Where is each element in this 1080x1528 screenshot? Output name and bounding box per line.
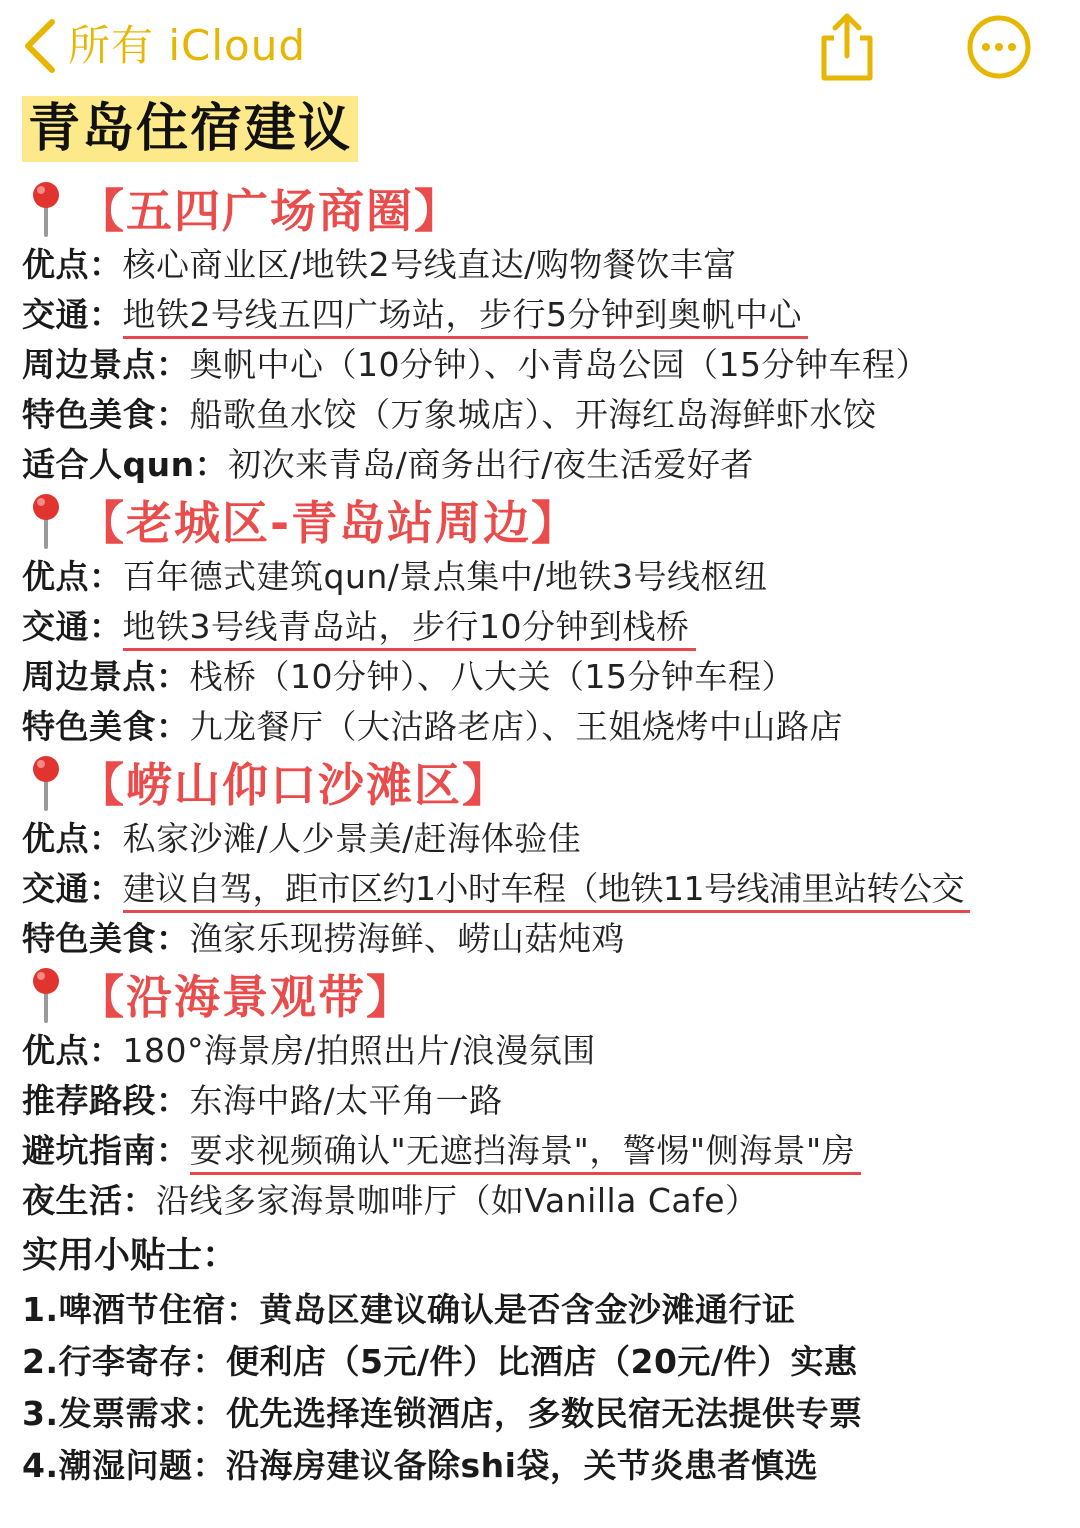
info-row xyxy=(22,652,1080,702)
note-body[interactable] xyxy=(22,178,1080,1492)
row-key: 推荐路段： xyxy=(22,1081,190,1120)
info-row xyxy=(22,914,1080,964)
row-value: 沿线多家海景咖啡厅（如Vanilla Cafe） xyxy=(156,1181,759,1220)
info-row xyxy=(22,1176,1080,1226)
row-key: 交通： xyxy=(22,295,123,334)
info-row xyxy=(22,340,1080,390)
info-row xyxy=(22,814,1080,864)
pin-icon xyxy=(22,965,78,1023)
info-row xyxy=(22,240,1080,290)
note-title[interactable]: 青岛住宿建议 xyxy=(22,96,358,162)
section-title: 【沿海景观带】 xyxy=(78,970,414,1024)
row-key: 适合人qun： xyxy=(22,445,229,484)
tips-section xyxy=(22,1228,1080,1492)
info-row xyxy=(22,440,1080,490)
row-key: 优点： xyxy=(22,557,123,596)
row-value: 私家沙滩/人少景美/赶海体验佳 xyxy=(122,819,582,858)
info-row xyxy=(22,1126,1080,1176)
info-row xyxy=(22,864,1080,914)
info-row xyxy=(22,602,1080,652)
section-wusi-square xyxy=(22,178,1080,490)
row-value: 百年德式建筑qun/景点集中/地铁3号线枢纽 xyxy=(122,557,768,596)
back-button-label: 所有 iCloud xyxy=(68,21,306,70)
row-value: 核心商业区/地铁2号线直达/购物餐饮丰富 xyxy=(122,245,737,284)
section-header xyxy=(22,490,1080,550)
more-icon xyxy=(966,65,1032,84)
back-button[interactable] xyxy=(22,14,306,78)
section-header xyxy=(22,178,1080,238)
row-key: 特色美食： xyxy=(22,707,190,746)
note-title-wrap xyxy=(22,96,358,162)
section-coastal xyxy=(22,964,1080,1226)
tip-item: 1.啤酒节住宿：黄岛区建议确认是否含金沙滩通行证 xyxy=(22,1290,796,1329)
more-button[interactable] xyxy=(966,14,1032,80)
row-key: 周边景点： xyxy=(22,345,190,384)
row-value: 九龙餐厅（大沽路老店）、王姐烧烤中山路店 xyxy=(189,707,843,746)
row-key: 交通： xyxy=(22,869,123,908)
row-key: 优点： xyxy=(22,245,123,284)
row-value: 船歌鱼水饺（万象城店）、开海红岛海鲜虾水饺 xyxy=(189,395,877,434)
section-title: 【崂山仰口沙滩区】 xyxy=(78,758,510,812)
section-title: 【老城区-青岛站周边】 xyxy=(78,496,580,550)
row-value: 初次来青岛/商务出行/夜生活爱好者 xyxy=(228,445,754,484)
row-value: 180°海景房/拍照出片/浪漫氛围 xyxy=(122,1031,596,1070)
row-key: 优点： xyxy=(22,819,123,858)
share-button[interactable] xyxy=(812,8,882,84)
info-row xyxy=(22,1026,1080,1076)
tip-item: 4.潮湿问题：沿海房建议备除shi袋，关节炎患者慎选 xyxy=(22,1446,818,1485)
row-key: 特色美食： xyxy=(22,919,190,958)
tip-item: 3.发票需求：优先选择连锁酒店，多数民宿无法提供专票 xyxy=(22,1394,863,1433)
row-value-underlined: 要求视频确认"无遮挡海景"，警惕"侧海景"房 xyxy=(190,1131,862,1175)
info-row xyxy=(22,702,1080,752)
section-old-town xyxy=(22,490,1080,752)
row-value-underlined: 地铁2号线五四广场站，步行5分钟到奥帆中心 xyxy=(123,295,809,339)
info-row xyxy=(22,390,1080,440)
row-key: 夜生活： xyxy=(22,1181,156,1220)
row-key: 交通： xyxy=(22,607,123,646)
row-value-underlined: 建议自驾，距市区约1小时车程（地铁11号线浦里站转公交 xyxy=(123,869,971,913)
tip-item: 2.行李寄存：便利店（5元/件）比酒店（20元/件）实惠 xyxy=(22,1342,858,1381)
pin-icon xyxy=(22,753,78,811)
row-key: 优点： xyxy=(22,1031,123,1070)
row-value: 渔家乐现捞海鲜、崂山菇炖鸡 xyxy=(189,919,625,958)
row-value-underlined: 地铁3号线青岛站，步行10分钟到栈桥 xyxy=(123,607,696,651)
tips-title: 实用小贴士： xyxy=(22,1235,239,1276)
row-key: 特色美食： xyxy=(22,395,190,434)
pin-icon xyxy=(22,491,78,549)
info-row xyxy=(22,1076,1080,1126)
chevron-left-icon xyxy=(22,18,56,74)
section-header xyxy=(22,752,1080,812)
row-key: 周边景点： xyxy=(22,657,190,696)
row-value: 奥帆中心（10分钟）、小青岛公园（15分钟车程） xyxy=(189,345,929,384)
row-value: 东海中路/太平角一路 xyxy=(189,1081,503,1120)
info-row xyxy=(22,552,1080,602)
section-title: 【五四广场商圈】 xyxy=(78,184,462,238)
section-laoshan xyxy=(22,752,1080,964)
navigation-bar xyxy=(0,0,1080,92)
row-value: 栈桥（10分钟）、八大关（15分钟车程） xyxy=(189,657,795,696)
pin-icon xyxy=(22,179,78,237)
row-key: 避坑指南： xyxy=(22,1131,190,1170)
share-icon xyxy=(812,69,882,88)
section-header xyxy=(22,964,1080,1024)
info-row xyxy=(22,290,1080,340)
